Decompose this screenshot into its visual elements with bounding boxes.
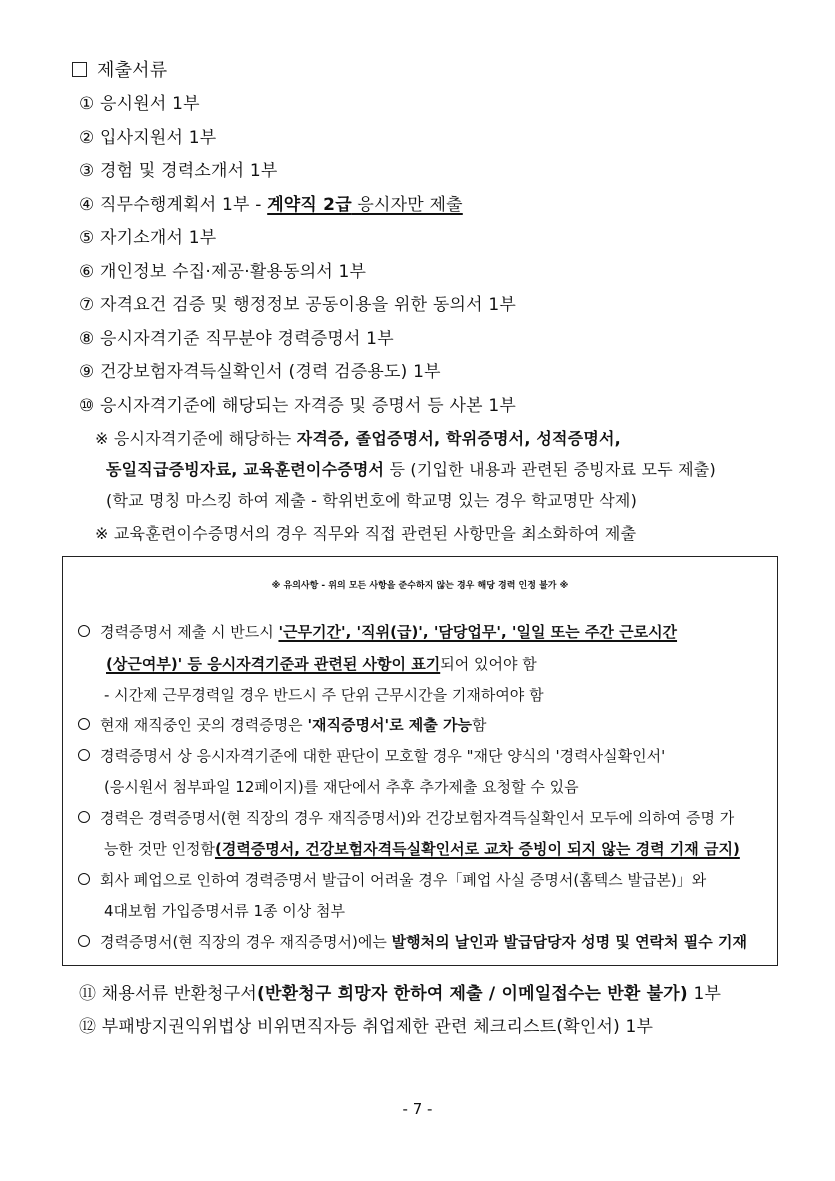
notice-bullet: 경력은 경력증명서(현 직장의 경우 재직증명서)와 건강보험자격득실확인서 모두에 의하여 증명 가 xyxy=(78,807,734,829)
notice-bullet-cont: 4대보험 가입증명서류 1종 이상 첨부 xyxy=(104,902,346,920)
notice-bullet: 경력증명서(현 직장의 경우 재직증명서)에는 발행처의 날인과 발급담당자 성명 및 연락처 필수 기재 xyxy=(78,931,747,953)
list-item: ⑪ 채용서류 반환청구서(반환청구 희망자 한하여 제출 / 이메일접수는 반환 불가) 1부 xyxy=(79,984,722,1004)
list-item: ③ 경험 및 경력소개서 1부 xyxy=(79,161,278,181)
list-item: ⑧ 응시자격기준 직무분야 경력증명서 1부 xyxy=(79,329,394,349)
list-item: ⑦ 자격요건 검증 및 행정정보 공동이용을 위한 동의서 1부 xyxy=(79,295,516,315)
checkbox-icon xyxy=(72,62,87,77)
list-item: ⑩ 응시자격기준에 해당되는 자격증 및 증명서 등 사본 1부 xyxy=(79,396,516,416)
note-line: (학교 명칭 마스킹 하여 제출 - 학위번호에 학교명 있는 경우 학교명만 삭제) xyxy=(106,491,638,510)
notice-bullet: 현재 재직중인 곳의 경력증명은 '재직증명서'로 제출 가능함 xyxy=(78,714,486,736)
list-item: ⑤ 자기소개서 1부 xyxy=(79,228,217,248)
section-title: 제출서류 xyxy=(72,59,167,83)
list-item: ② 입사지원서 1부 xyxy=(79,128,217,148)
list-item: ① 응시원서 1부 xyxy=(79,94,200,114)
circle-bullet-icon xyxy=(78,811,90,823)
note-line: ※ 응시자격기준에 해당하는 자격증, 졸업증명서, 학위증명서, 성적증명서, xyxy=(95,429,621,448)
notice-bullet-cont: (응시원서 첨부파일 12페이지)를 재단에서 추후 추가제출 요청할 수 있음 xyxy=(104,778,579,796)
notice-bullet: 경력증명서 제출 시 반드시 '근무기간', '직위(급)', '담당업무', '일일 또는 주간 근로시간 xyxy=(78,621,677,643)
circle-bullet-icon xyxy=(78,625,90,637)
notice-bullet: 경력증명서 상 응시자격기준에 대한 판단이 모호할 경우 "재단 양식의 '경력사실확인서' xyxy=(78,745,665,767)
note-line: 동일직급증빙자료, 교육훈련이수증명서 등 (기입한 내용과 관련된 증빙자료 모두 제출) xyxy=(106,460,716,479)
page-number: - 7 - xyxy=(402,1100,433,1118)
notice-sub: - 시간제 근무경력일 경우 반드시 주 단위 근무시간을 기재하여야 함 xyxy=(104,686,544,704)
circle-bullet-icon xyxy=(78,873,90,885)
notice-bullet-cont: 능한 것만 인정함(경력증명서, 건강보험자격득실확인서로 교차 증빙이 되지 않는 경력 기재 금지) xyxy=(104,840,740,858)
note-line: ※ 교육훈련이수증명서의 경우 직무와 직접 관련된 사항만을 최소화하여 제출 xyxy=(95,524,637,543)
notice-bullet: 회사 폐업으로 인하여 경력증명서 발급이 어려울 경우「폐업 사실 증명서(홈텍스 발급본)」와 xyxy=(78,869,706,891)
circle-bullet-icon xyxy=(78,718,90,730)
notice-bullet-cont: (상근여부)' 등 응시자격기준과 관련된 사항이 표기되어 있어야 함 xyxy=(106,655,537,673)
notice-title: ※ 유의사항 - 위의 모든 사항을 준수하지 않는 경우 해당 경력 인정 불가 ※ xyxy=(271,581,569,591)
list-item: ⑫ 부패방지권익위법상 비위면직자등 취업제한 관련 체크리스트(확인서) 1부 xyxy=(79,1017,654,1037)
circle-bullet-icon xyxy=(78,749,90,761)
list-item: ⑥ 개인정보 수집·제공·활용동의서 1부 xyxy=(79,262,367,282)
circle-bullet-icon xyxy=(78,935,90,947)
item4-underlined-note: 계약직 2급 응시자만 제출 xyxy=(267,195,463,215)
list-item: ④ 직무수행계획서 1부 - 계약직 2급 응시자만 제출 xyxy=(79,195,463,215)
list-item: ⑨ 건강보험자격득실확인서 (경력 검증용도) 1부 xyxy=(79,362,441,382)
